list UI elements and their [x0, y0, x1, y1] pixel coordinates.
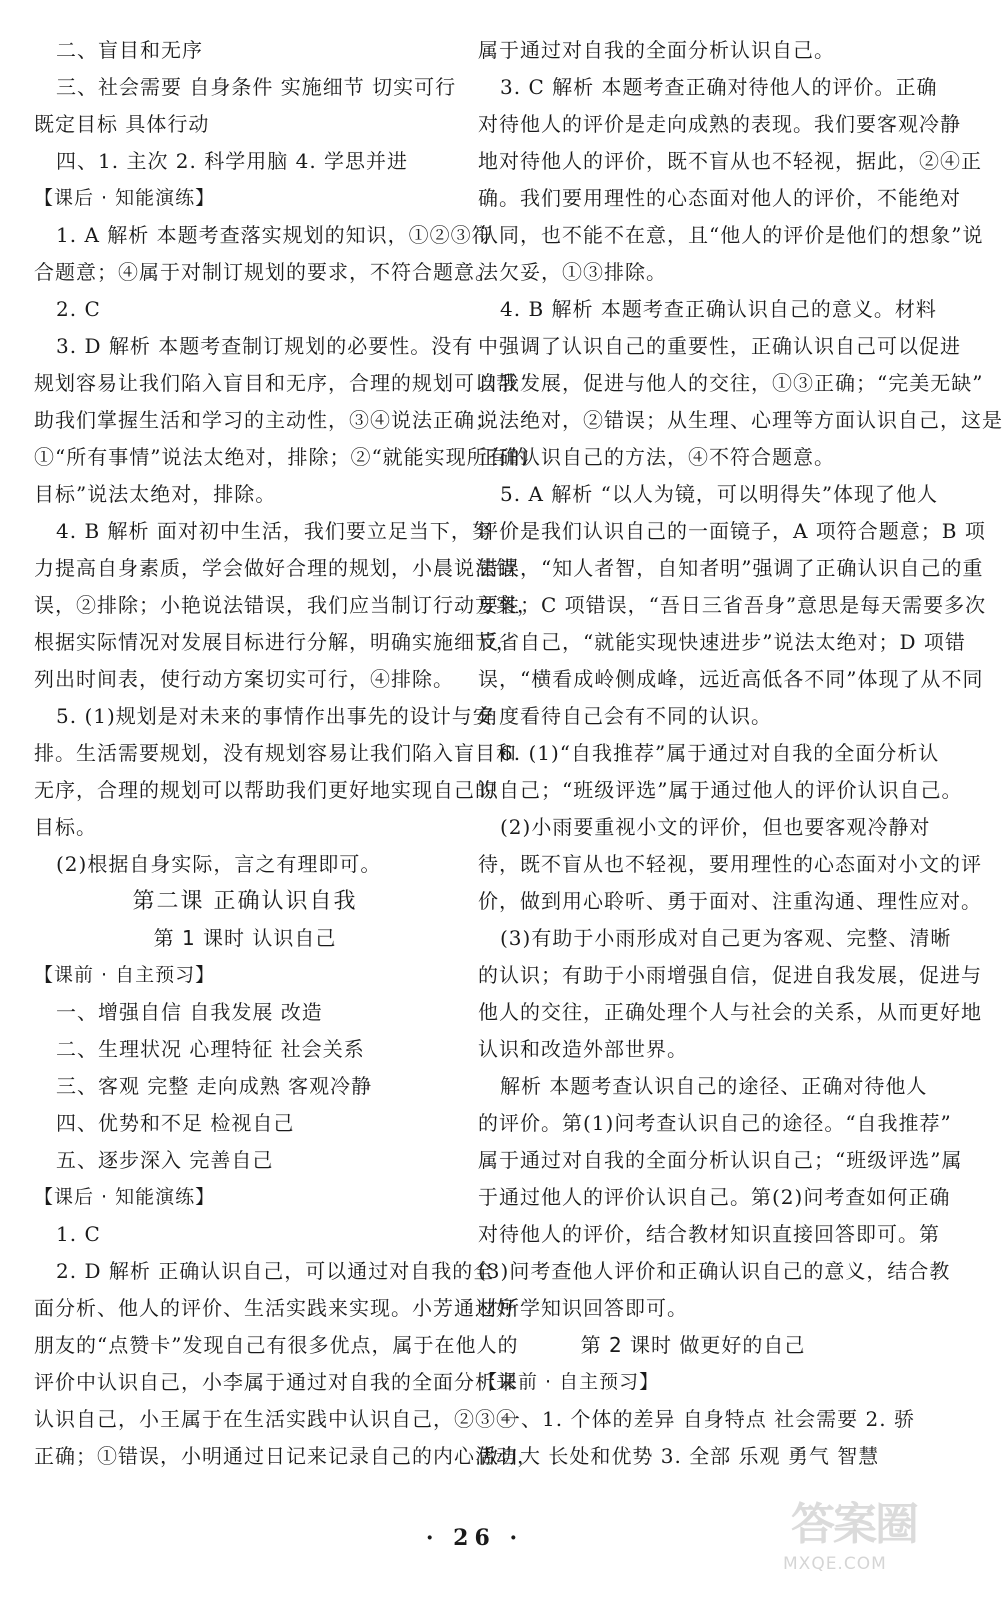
text-line: 待，既不盲从也不轻视，要用理性的心态面对小文的评 [478, 852, 982, 876]
text-line: 他人的交往，正确处理个人与社会的关系，从而更好地 [478, 1000, 982, 1024]
section-header: 【课前 · 自主预习】 [34, 964, 216, 986]
text-line: 合题意；④属于对制订规划的要求，不符合题意。 [34, 260, 496, 284]
text-line: 6. (1)“自我推荐”属于通过对自我的全面分析认 [500, 741, 940, 765]
text-line: 评价是我们认识自己的一面镜子，A 项符合题意；B 项 [478, 519, 986, 543]
text-line: 地对待他人的评价，既不盲从也不轻视，据此，②④正 [478, 149, 982, 173]
text-line: 一、增强自信 自我发展 改造 [56, 1000, 323, 1024]
text-line: 3. C 解析 本题考查正确对待他人的评价。正确 [500, 75, 938, 99]
text-line: 说法绝对，②错误；从生理、心理等方面认识自己，这是 [478, 408, 1003, 432]
lesson-title: 第二课 正确认识自我 [132, 889, 358, 914]
watermark-url: MXQE.COM [783, 1554, 887, 1574]
text-line: 四、优势和不足 检视自己 [56, 1111, 295, 1135]
text-line: ①“所有事情”说法太绝对，排除；②“就能实现所有的 [34, 445, 530, 469]
text-line: 认识和改造外部世界。 [478, 1037, 688, 1061]
text-line: 确。我们要用理性的心态面对他人的评价，不能绝对 [478, 186, 961, 210]
section-header: 【课后 · 知能演练】 [34, 1186, 216, 1208]
text-line: 属于通过对自我的全面分析认识自己。 [478, 38, 835, 62]
right-column [478, 32, 1003, 1475]
text-line: 错误，“知人者智，自知者明”强调了正确认识自己的重 [478, 556, 984, 580]
text-line: 五、逐步深入 完善自己 [56, 1148, 274, 1172]
lesson-subtitle: 第 1 课时 认识自己 [153, 926, 337, 950]
text-line: 4. B 解析 面对初中生活，我们要立足当下，努 [56, 519, 493, 543]
text-line: 傲自大 长处和优势 3. 全部 乐观 勇气 智慧 [478, 1444, 880, 1468]
text-line: 5. (1)规划是对未来的事情作出事先的设计与安 [56, 704, 494, 728]
text-line: 无序，合理的规划可以帮助我们更好地实现自己的 [34, 778, 496, 802]
text-line: 面分析、他人的评价、生活实践来实现。小芳通过好 [34, 1296, 517, 1320]
text-line: 三、客观 完整 走向成熟 客观冷静 [56, 1074, 373, 1098]
text-line: 5. A 解析 “以人为镜，可以明得失”体现了他人 [500, 482, 939, 506]
left-column [34, 32, 538, 1475]
text-line: (2)根据自身实际，言之有理即可。 [56, 852, 382, 876]
text-line: 于通过他人的评价认识自己。第(2)问考查如何正确 [478, 1185, 951, 1209]
text-line: 朋友的“点赞卡”发现自己有很多优点，属于在他人的 [34, 1333, 519, 1357]
text-line: 中强调了认识自己的重要性，正确认识自己可以促进 [478, 334, 961, 358]
text-line: (3)有助于小雨形成对自己更为客观、完整、清晰 [500, 926, 952, 950]
text-line: 1. C [56, 1222, 101, 1246]
text-line: 评价中认识自己，小李属于通过对自我的全面分析来 [34, 1370, 517, 1394]
text-line: 助我们掌握生活和学习的主动性，③④说法正确； [34, 408, 496, 432]
section-header: 【课前 · 自主预习】 [478, 1371, 660, 1393]
text-line: 力提高自身素质，学会做好合理的规划，小晨说法错 [34, 556, 517, 580]
section-header: 【课后 · 知能演练】 [34, 187, 216, 209]
text-line: 自我发展，促进与他人的交往，①③正确；“完美无缺” [478, 371, 984, 395]
page-number: · 26 · [425, 1525, 524, 1551]
text-line: 正确认识自己的方法，④不符合题意。 [478, 445, 835, 469]
text-line: (3)问考查他人评价和正确认识自己的意义，结合教 [478, 1259, 951, 1283]
lesson-subtitle: 第 2 课时 做更好的自己 [580, 1333, 806, 1357]
text-line: 3. D 解析 本题考查制订规划的必要性。没有 [56, 334, 474, 358]
watermark [773, 1484, 923, 1582]
text-line: 误，“横看成岭侧成峰，远近高低各不同”体现了从不同 [478, 667, 984, 691]
text-line: 目标。 [34, 815, 97, 839]
text-line: 2. C [56, 297, 101, 321]
text-line: 既定目标 具体行动 [34, 112, 210, 136]
text-line: 解析 本题考查认识自己的途径、正确对待他人 [500, 1074, 928, 1098]
text-line: 2. D 解析 正确认识自己，可以通过对自我的全 [56, 1259, 495, 1283]
text-line: 的认识；有助于小雨增强自信，促进自我发展，促进与 [478, 963, 982, 987]
text-line: 认识自己，小王属于在生活实践中认识自己，②③④ [34, 1407, 517, 1431]
text-line: 的评价。第(1)问考查认识自己的途径。“自我推荐” [478, 1111, 952, 1135]
text-line: 材所学知识回答即可。 [478, 1296, 688, 1320]
text-line: 一、1. 个体的差异 自身特点 社会需要 2. 骄 [500, 1407, 915, 1431]
text-line: 反省自己，“就能实现快速进步”说法太绝对；D 项错 [478, 630, 966, 654]
text-line: 识自己；“班级评选”属于通过他人的评价认识自己。 [478, 778, 963, 802]
text-line: 要性；C 项错误，“吾日三省吾身”意思是每天需要多次 [478, 593, 987, 617]
text-line: 认同，也不能不在意，且“他人的评价是他们的想象”说 [478, 223, 984, 247]
text-line: 二、盲目和无序 [56, 38, 203, 62]
watermark-logo: 答案圈 [791, 1499, 917, 1550]
text-line: 三、社会需要 自身条件 实施细节 切实可行 [56, 75, 457, 99]
text-line: 根据实际情况对发展目标进行分解，明确实施细节， [34, 630, 517, 654]
text-line: 角度看待自己会有不同的认识。 [478, 704, 772, 728]
text-line: 正确；①错误，小明通过日记来记录自己的内心活动， [34, 1444, 538, 1468]
text-line: 排。生活需要规划，没有规划容易让我们陷入盲目和 [34, 741, 517, 765]
text-line: 目标”说法太绝对，排除。 [34, 482, 277, 506]
text-line: 误，②排除；小艳说法错误，我们应当制订行动方案， [34, 593, 538, 617]
text-line: 1. A 解析 本题考查落实规划的知识，①②③符 [56, 223, 493, 247]
text-line: 价，做到用心聆听、勇于面对、注重沟通、理性应对。 [478, 889, 982, 913]
text-line: 四、1. 主次 2. 科学用脑 4. 学思并进 [56, 149, 409, 173]
text-line: 规划容易让我们陷入盲目和无序，合理的规划可以帮 [34, 371, 517, 395]
text-line: 对待他人的评价是走向成熟的表现。我们要客观冷静 [478, 112, 961, 136]
text-line: 属于通过对自我的全面分析认识自己；“班级评选”属 [478, 1148, 963, 1172]
text-line: 法欠妥，①③排除。 [478, 260, 667, 284]
text-line: 4. B 解析 本题考查正确认识自己的意义。材料 [500, 297, 937, 321]
text-line: 二、生理状况 心理特征 社会关系 [56, 1037, 365, 1061]
text-line: (2)小雨要重视小文的评价，但也要客观冷静对 [500, 815, 931, 839]
text-line: 列出时间表，使行动方案切实可行，④排除。 [34, 667, 454, 691]
text-line: 对待他人的评价，结合教材知识直接回答即可。第 [478, 1222, 940, 1246]
